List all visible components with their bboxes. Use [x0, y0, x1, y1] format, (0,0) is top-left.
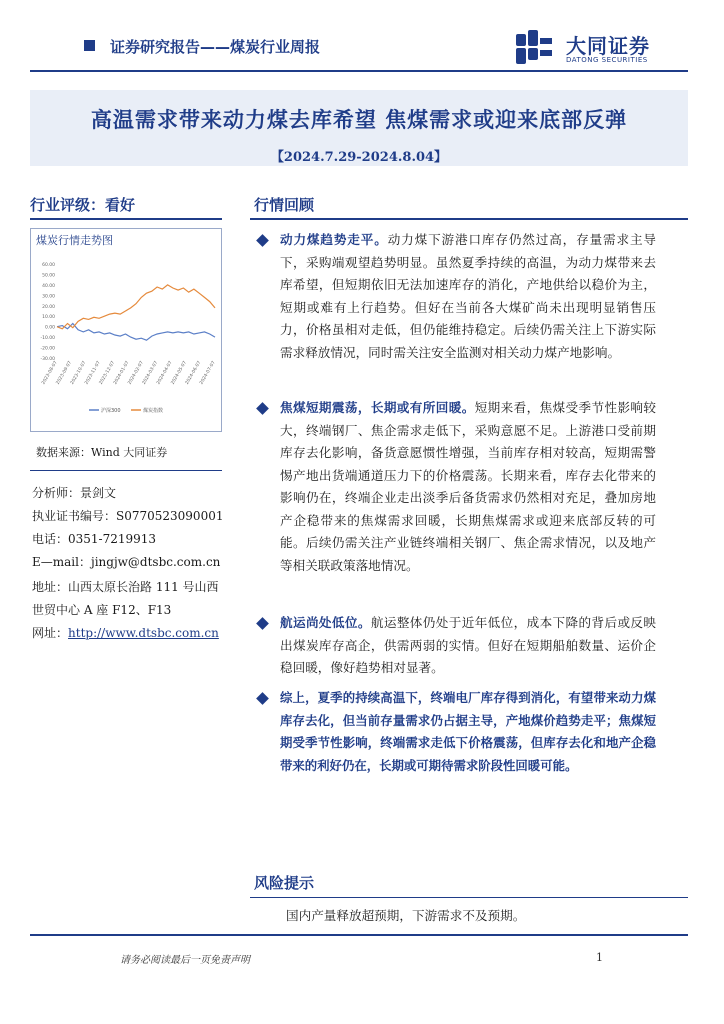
disclaimer-note: 请务必阅读最后一页免责声明 — [120, 955, 250, 966]
paragraph-lead: 动力煤趋势走平。 — [280, 232, 388, 247]
diamond-bullet-icon — [256, 234, 269, 247]
x-tick-label: 2024-02-07 — [127, 360, 145, 386]
industry-rating: 行业评级：看好 — [30, 196, 136, 214]
main-divider — [250, 218, 688, 220]
paragraph-body: 短期来看，焦煤受季节性影响较大，终端钢厂、焦企需求走低下，采购意愿不足。上游港口受前期库存去化影响，备货意愿惯性增强，当前库存相对较高，短期需警惕产地出货端通道压力下的价格震荡。长期来看，库存去化带来的影响仍在，终端企业走出淡季后备货需求仍然相对充足，叠加房地产企稳带来的焦煤需求回暖，长期焦煤需求或迎来底部反转的可能。后续仍需关注产业链终端相关钢厂、焦企需求情况，以及地产等相关联政策落地情况。 — [280, 400, 657, 573]
y-tick-label: 0.00 — [44, 325, 55, 331]
risk-title: 风险提示 — [254, 874, 315, 892]
chart-title: 煤炭行情走势图 — [36, 234, 113, 247]
sidebar-divider — [30, 218, 222, 220]
y-tick-label: 50.00 — [42, 273, 55, 279]
risk-divider — [250, 897, 688, 898]
diamond-bullet-icon — [256, 402, 269, 415]
data-source: 数据来源：Wind 大同证券 — [36, 446, 168, 459]
paragraph-shipping — [280, 612, 656, 680]
section-title-market-review: 行情回顾 — [254, 196, 315, 214]
paragraph-thermal-coal — [280, 229, 656, 364]
y-tick-label: 30.00 — [42, 294, 55, 300]
analyst-name: 分析师：景剑文 — [32, 486, 117, 500]
x-tick-label: 2024-03-07 — [141, 360, 160, 386]
brand-name: 大同证券 — [566, 34, 650, 58]
paragraph-coking-coal — [280, 397, 656, 577]
website-link[interactable]: http://www.dtsbc.com.cn — [68, 626, 219, 640]
paragraph-body: 动力煤下游港口库存仍然过高，存量需求主导下，采购端观望趋势明显。虽然夏季持续的高温，为动力煤带来去库希望，但短期依旧无法加速库存的消化，产地供给以稳价为主，短期或难有上行趋势。但好在当前各大煤矿尚未出现明显销售压力，价格虽相对走低，但仍能维持稳定。后续仍需关注上下游实际需求释放情况，同时需关注安全监测对相关动力煤产地影响。 — [280, 232, 657, 360]
y-tick-label: 60.00 — [42, 263, 55, 268]
footer-divider — [30, 934, 688, 936]
paragraph-summary: 综上，夏季的持续高温下，终端电厂库存得到消化，有望带来动力煤库存去化，但当前存量需求仍占据主导，产地煤价趋势走平；焦煤短期受季节性影响，终端需求走低下价格震荡，但库存去化和地产企稳带来的利好仍在，长期或可期待需求阶段性回暖可能。 — [280, 690, 656, 773]
license-number: 执业证书编号：S0770523090001 — [32, 509, 224, 523]
x-tick-label: 2023-12-07 — [98, 360, 117, 386]
y-tick-label: 10.00 — [42, 315, 55, 321]
y-tick-label: -30.00 — [40, 357, 55, 362]
header-square-icon — [84, 40, 95, 51]
x-tick-label: 2023-11-07 — [84, 360, 102, 386]
x-tick-label: 2024-01-07 — [113, 360, 131, 386]
y-tick-label: -20.00 — [40, 346, 55, 352]
series-line — [57, 285, 215, 329]
y-tick-label: 40.00 — [42, 283, 55, 289]
paragraph-body: 航运整体仍处于近年低位，成本下降的背后或反映出煤炭库存高企，供需两弱的实情。但好在短期船舶数量、运价企稳回暖，像好趋势相对显著。 — [280, 615, 657, 675]
brand-en: DATONG SECURITIES — [566, 56, 648, 64]
diamond-bullet-icon — [256, 617, 269, 630]
legend-label: 煤炭指数 — [143, 408, 164, 414]
market-trend-chart — [31, 250, 221, 430]
x-tick-label: 2023-09-07 — [55, 360, 74, 386]
x-tick-label: 2024-06-07 — [184, 360, 203, 386]
x-tick-label: 2024-07-07 — [199, 360, 217, 386]
x-tick-label: 2023-08-07 — [41, 360, 59, 386]
report-title: 高温需求带来动力煤去库希望 焦煤需求或迎来底部反弹 — [90, 107, 628, 132]
paragraph-lead: 航运尚处低位。 — [280, 615, 371, 630]
email-address: E—mail：jingjw@dtsbc.com.cn — [32, 555, 221, 569]
website-row — [32, 624, 219, 641]
paragraph-lead: 焦煤短期震荡，长期或有所回暖。 — [280, 400, 475, 415]
page-number: 1 — [596, 951, 603, 964]
y-tick-label: -10.00 — [40, 336, 55, 342]
header-divider — [30, 70, 688, 72]
address-line-2: 世贸中心 A 座 F12、F13 — [32, 603, 172, 617]
x-tick-label: 2024-04-07 — [156, 360, 174, 386]
diamond-bullet-icon — [256, 692, 269, 705]
address-line-1: 地址：山西太原长治路 111 号山西 — [32, 580, 219, 594]
report-date-range: 【2024.7.29-2024.8.04】 — [270, 150, 448, 165]
y-tick-label: 20.00 — [42, 304, 55, 310]
series-line — [57, 324, 215, 341]
sidebar-divider-2 — [30, 470, 222, 471]
legend-label: 沪深300 — [101, 408, 121, 414]
risk-text: 国内产量释放超预期，下游需求不及预期。 — [286, 908, 526, 923]
x-tick-label: 2024-05-07 — [170, 360, 189, 386]
website-label: 网址： — [32, 626, 69, 640]
x-tick-label: 2023-10-07 — [70, 360, 88, 386]
report-type: 证券研究报告——煤炭行业周报 — [110, 38, 321, 56]
phone-number: 电话：0351-7219913 — [32, 532, 157, 546]
